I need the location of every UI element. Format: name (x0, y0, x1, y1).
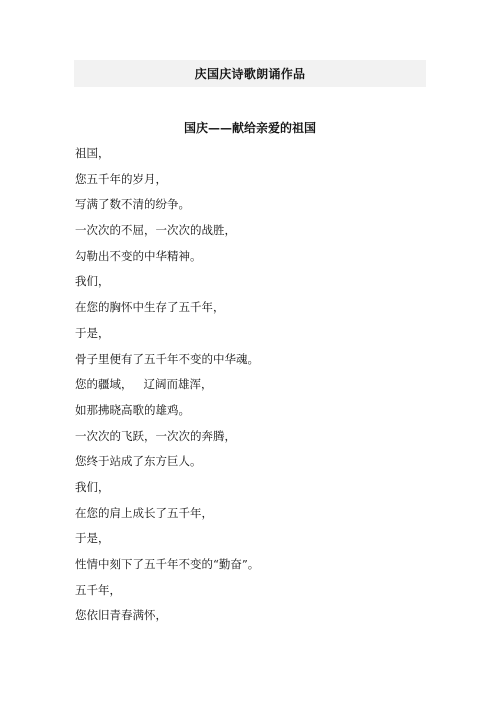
poem-line: 我们， (75, 274, 110, 289)
poem-line: 您终于站成了东方巨人。 (75, 454, 202, 469)
poem-title: 国庆——献给亲爱的祖国 (183, 121, 316, 135)
poem-line: 勾勒出不变的中华精神。 (75, 248, 202, 263)
poem-line: 一次次的不屈，一次次的战胜， (75, 223, 236, 238)
poem-body (75, 141, 435, 629)
poem-line: 于是， (75, 325, 110, 340)
poem-line: 您依旧青春满怀， (75, 608, 167, 623)
poem-line: 一次次的飞跃，一次次的奔腾， (75, 428, 236, 443)
poem-line: 于是， (75, 531, 110, 546)
poem-line: 如那拂晓高歌的雄鸡。 (75, 402, 190, 417)
poem-line: 性情中刻下了五千年不变的“勤奋”。 (75, 557, 260, 571)
header-band (74, 60, 426, 87)
poem-line: 祖国， (75, 146, 110, 160)
poem-line: 五千年， (75, 582, 121, 597)
poem-line: 您的疆域， 辽阔而雄浑， (75, 377, 213, 392)
poem-line: 我们， (75, 479, 110, 494)
document-title: 庆国庆诗歌朗诵作品 (194, 67, 306, 81)
poem-line: 在您的胸怀中生存了五千年， (75, 300, 225, 315)
poem-line: 在您的肩上成长了五千年， (75, 505, 213, 520)
poem-line: 您五千年的岁月， (75, 171, 167, 186)
poem-line: 写满了数不清的纷争。 (75, 197, 190, 212)
poem-line: 骨子里便有了五千年不变的中华魂。 (75, 351, 259, 366)
